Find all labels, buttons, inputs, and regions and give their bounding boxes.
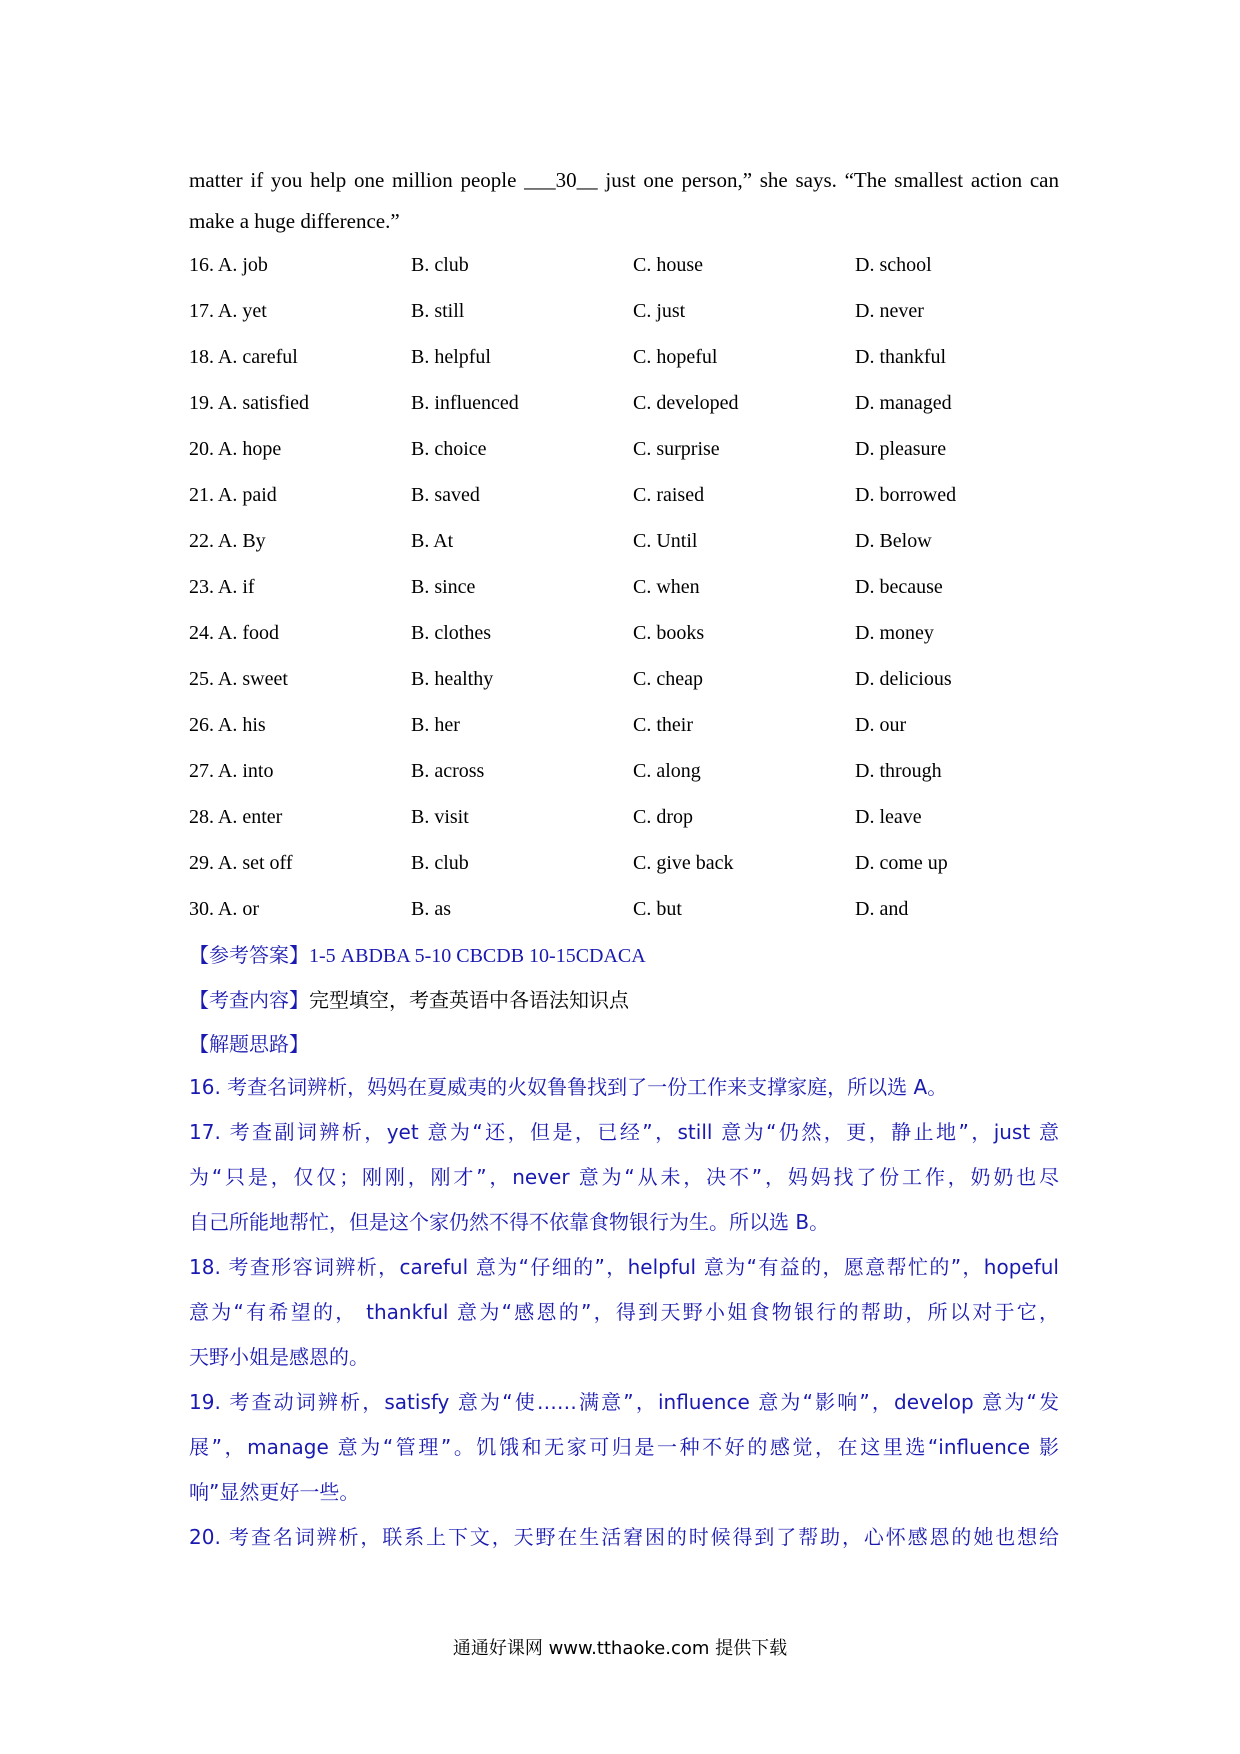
approach-line xyxy=(189,1023,1059,1065)
option-row-17 xyxy=(189,288,1059,334)
explanation-17-line-3: 自己所能地帮忙，但是这个家仍然不得不依靠食物银行为生。所以选 B。 xyxy=(189,1210,830,1234)
option-b: B. club xyxy=(411,253,469,276)
option-a: 28. A. enter xyxy=(189,805,283,828)
explanations xyxy=(189,1065,1059,1560)
option-b: B. her xyxy=(411,713,460,736)
option-row-26 xyxy=(189,702,1059,748)
option-d: D. and xyxy=(855,897,909,920)
option-d: D. Below xyxy=(855,529,932,552)
option-row-29 xyxy=(189,840,1059,886)
options-list xyxy=(189,242,1059,932)
option-d: D. pleasure xyxy=(855,437,947,460)
option-c: C. surprise xyxy=(633,437,720,460)
explanation-18-line-3: 天野小姐是感恩的。 xyxy=(189,1345,369,1369)
option-d: D. managed xyxy=(855,391,952,414)
option-b: B. across xyxy=(411,759,485,782)
explanation-19-line-1: 19. 考查动词辨析，satisfy 意为“使……满意”，influence 意为“影响”，develop 意为“发 xyxy=(189,1390,1059,1414)
option-row-22 xyxy=(189,518,1059,564)
option-d: D. because xyxy=(855,575,943,598)
option-d: D. leave xyxy=(855,805,922,828)
approach-label: 【解题思路】 xyxy=(189,1032,309,1056)
option-a: 20. A. hope xyxy=(189,437,282,460)
option-c: C. hopeful xyxy=(633,345,718,368)
option-a: 29. A. set off xyxy=(189,851,293,874)
option-c: C. but xyxy=(633,897,682,920)
explanation-18-line-1: 18. 考查形容词辨析，careful 意为“仔细的”，helpful 意为“有益的，愿意帮忙的”，hopeful xyxy=(189,1255,1059,1279)
option-a: 18. A. careful xyxy=(189,345,298,368)
option-c: C. raised xyxy=(633,483,705,506)
option-b: B. club xyxy=(411,851,469,874)
option-d: D. never xyxy=(855,299,924,322)
option-c: C. developed xyxy=(633,391,739,414)
explanation-19-line-2: 展”，manage 意为“管理”。饥饿和无家可归是一种不好的感觉，在这里选“influence 影 xyxy=(189,1435,1059,1459)
option-b: B. saved xyxy=(411,483,480,506)
option-a: 25. A. sweet xyxy=(189,667,288,690)
option-b: B. influenced xyxy=(411,391,519,414)
explanation-17-line-1: 17. 考查副词辨析，yet 意为“还，但是，已经”，still 意为“仍然，更，静止地”，just 意 xyxy=(189,1120,1059,1144)
option-row-30 xyxy=(189,886,1059,932)
answer-key xyxy=(189,932,1059,978)
option-d: D. borrowed xyxy=(855,483,957,506)
option-d: D. school xyxy=(855,253,932,276)
content-line xyxy=(189,978,1059,1023)
page-footer: 通通好课网 www.tthaoke.com 提供下载 xyxy=(452,1638,788,1659)
passage-line-1: matter if you help one million people ___30__ just one person,” she says. “The smallest action can xyxy=(189,168,1059,192)
explanation-16: 16. 考查名词辨析，妈妈在夏威夷的火奴鲁鲁找到了一份工作来支撑家庭，所以选 A。 xyxy=(189,1075,948,1099)
passage-line-2: make a huge difference.” xyxy=(189,209,400,233)
document-page xyxy=(189,160,1059,1560)
option-c: C. cheap xyxy=(633,667,703,690)
option-row-28 xyxy=(189,794,1059,840)
option-b: B. clothes xyxy=(411,621,491,644)
option-a: 19. A. satisfied xyxy=(189,391,309,414)
option-row-19 xyxy=(189,380,1059,426)
option-row-27 xyxy=(189,748,1059,794)
option-c: C. drop xyxy=(633,805,693,828)
option-b: B. visit xyxy=(411,805,469,828)
option-c: C. when xyxy=(633,575,700,598)
option-a: 24. A. food xyxy=(189,621,279,644)
option-d: D. come up xyxy=(855,851,948,874)
option-c: C. along xyxy=(633,759,701,782)
option-b: B. helpful xyxy=(411,345,491,368)
option-c: C. house xyxy=(633,253,703,276)
option-a: 26. A. his xyxy=(189,713,266,736)
content-label: 【考查内容】 xyxy=(189,988,309,1012)
option-c: C. books xyxy=(633,621,705,644)
option-row-16 xyxy=(189,242,1059,288)
option-d: D. through xyxy=(855,759,942,782)
option-row-23 xyxy=(189,564,1059,610)
option-row-25 xyxy=(189,656,1059,702)
option-row-21 xyxy=(189,472,1059,518)
option-a: 17. A. yet xyxy=(189,299,267,322)
option-b: B. as xyxy=(411,897,451,920)
option-b: B. choice xyxy=(411,437,487,460)
content-text: 完型填空，考查英语中各语法知识点 xyxy=(309,988,629,1012)
option-d: D. money xyxy=(855,621,934,644)
option-c: C. Until xyxy=(633,529,698,552)
option-b: B. At xyxy=(411,529,454,552)
option-b: B. since xyxy=(411,575,476,598)
option-d: D. our xyxy=(855,713,907,736)
option-row-20 xyxy=(189,426,1059,472)
option-c: C. give back xyxy=(633,851,734,874)
explanation-17-line-2: 为“只是，仅仅；刚刚，刚才”，never 意为“从未，决不”，妈妈找了份工作，奶奶也尽 xyxy=(189,1165,1059,1189)
option-d: D. thankful xyxy=(855,345,947,368)
option-a: 16. A. job xyxy=(189,253,268,276)
option-a: 27. A. into xyxy=(189,759,274,782)
option-d: D. delicious xyxy=(855,667,952,690)
option-c: C. just xyxy=(633,299,686,322)
option-a: 30. A. or xyxy=(189,897,259,920)
answer-text: 1-5 ABDBA 5-10 CBCDB 10-15CDACA xyxy=(309,945,646,967)
explanation-20-line-1: 20. 考查名词辨析，联系上下文，天野在生活窘困的时候得到了帮助，心怀感恩的她也想给 xyxy=(189,1525,1059,1549)
option-row-24 xyxy=(189,610,1059,656)
option-a: 22. A. By xyxy=(189,529,266,552)
explanation-19-line-3: 响”显然更好一些。 xyxy=(189,1480,360,1504)
option-b: B. healthy xyxy=(411,667,494,690)
option-row-18 xyxy=(189,334,1059,380)
explanation-18-line-2: 意为“有希望的， thankful 意为“感恩的”，得到天野小姐食物银行的帮助，所以对于它， xyxy=(189,1300,1059,1324)
option-a: 21. A. paid xyxy=(189,483,277,506)
option-c: C. their xyxy=(633,713,693,736)
option-a: 23. A. if xyxy=(189,575,255,598)
option-b: B. still xyxy=(411,299,465,322)
answer-label: 【参考答案】 xyxy=(189,943,309,967)
